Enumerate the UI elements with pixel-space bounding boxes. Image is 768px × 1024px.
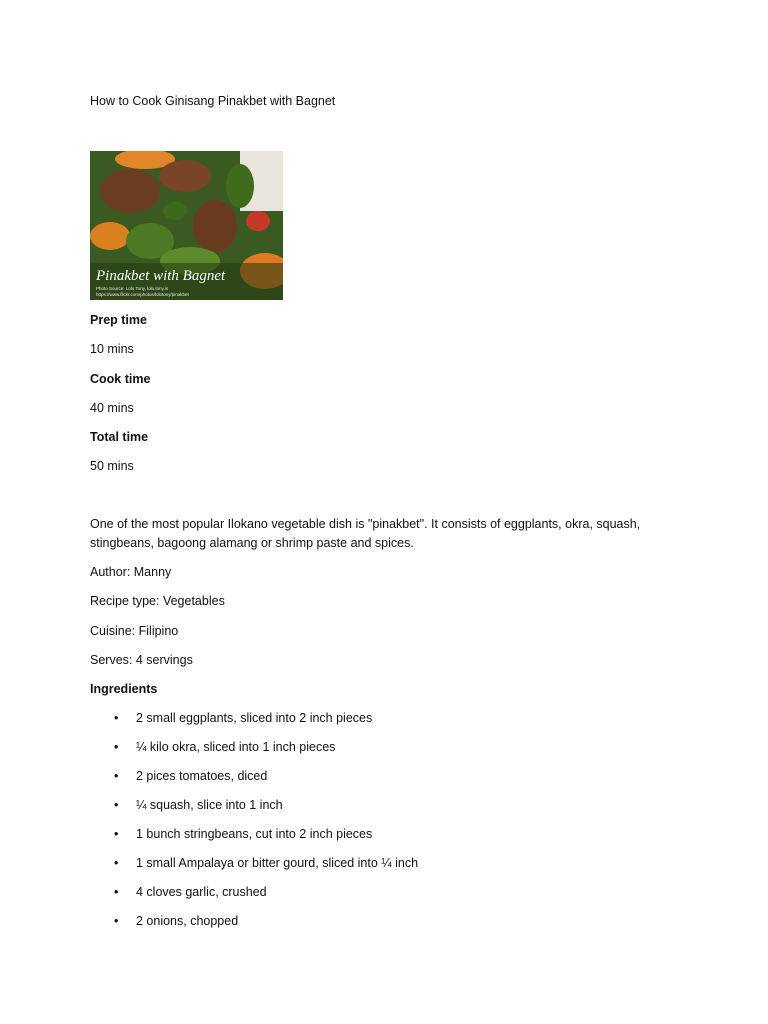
bullet-marker: • <box>114 914 119 928</box>
cook-time-value: 40 mins <box>90 401 134 415</box>
serves: Serves: 4 servings <box>90 653 193 667</box>
prep-time-label: Prep time <box>90 313 147 327</box>
bullet-marker: • <box>114 769 119 783</box>
recipe-title: How to Cook Ginisang Pinakbet with Bagnet <box>90 94 336 108</box>
ingredients-heading: Ingredients <box>90 682 158 696</box>
description-line-1: One of the most popular Ilokano vegetable dish is "pinakbet". It consists of eggplants, okra, squash, <box>90 517 641 531</box>
total-time-value: 50 mins <box>90 459 134 473</box>
bullet-marker: • <box>114 711 119 725</box>
ingredient-item: ¼ kilo okra, sliced into 1 inch pieces <box>136 740 336 754</box>
bullet-marker: • <box>114 885 119 899</box>
author: Author: Manny <box>90 565 172 579</box>
bullet-marker: • <box>114 827 119 841</box>
pinakbet-image <box>90 151 283 300</box>
bullet-marker: • <box>114 856 119 870</box>
cook-time-label: Cook time <box>90 372 151 386</box>
ingredient-item: 2 small eggplants, sliced into 2 inch pieces <box>136 711 373 725</box>
photo-caption: Pinakbet with Bagnet <box>96 268 226 284</box>
description-line-2: stingbeans, bagoong alamang or shrimp paste and spices. <box>90 536 414 550</box>
photo-credit-line-1: Photo Source: Lolo Tony, lolo.tony.is <box>96 286 169 291</box>
cuisine: Cuisine: Filipino <box>90 624 179 638</box>
ingredient-item: ¼ squash, slice into 1 inch <box>136 798 283 812</box>
ingredient-item: 2 onions, chopped <box>136 914 239 928</box>
recipe-photo <box>90 151 283 300</box>
ingredient-item: 1 small Ampalaya or bitter gourd, sliced into ¼ inch <box>136 856 419 870</box>
ingredient-item: 2 pices tomatoes, diced <box>136 769 268 783</box>
photo-credit-line-2: https://www.flickr.com/photos/lolotony/pinakbet <box>96 292 189 297</box>
ingredient-item: 1 bunch stringbeans, cut into 2 inch pieces <box>136 827 373 841</box>
ingredient-item: 4 cloves garlic, crushed <box>136 885 267 899</box>
bullet-marker: • <box>114 798 119 812</box>
recipe-type: Recipe type: Vegetables <box>90 594 225 608</box>
prep-time-value: 10 mins <box>90 342 134 356</box>
bullet-marker: • <box>114 740 119 754</box>
total-time-label: Total time <box>90 430 149 444</box>
